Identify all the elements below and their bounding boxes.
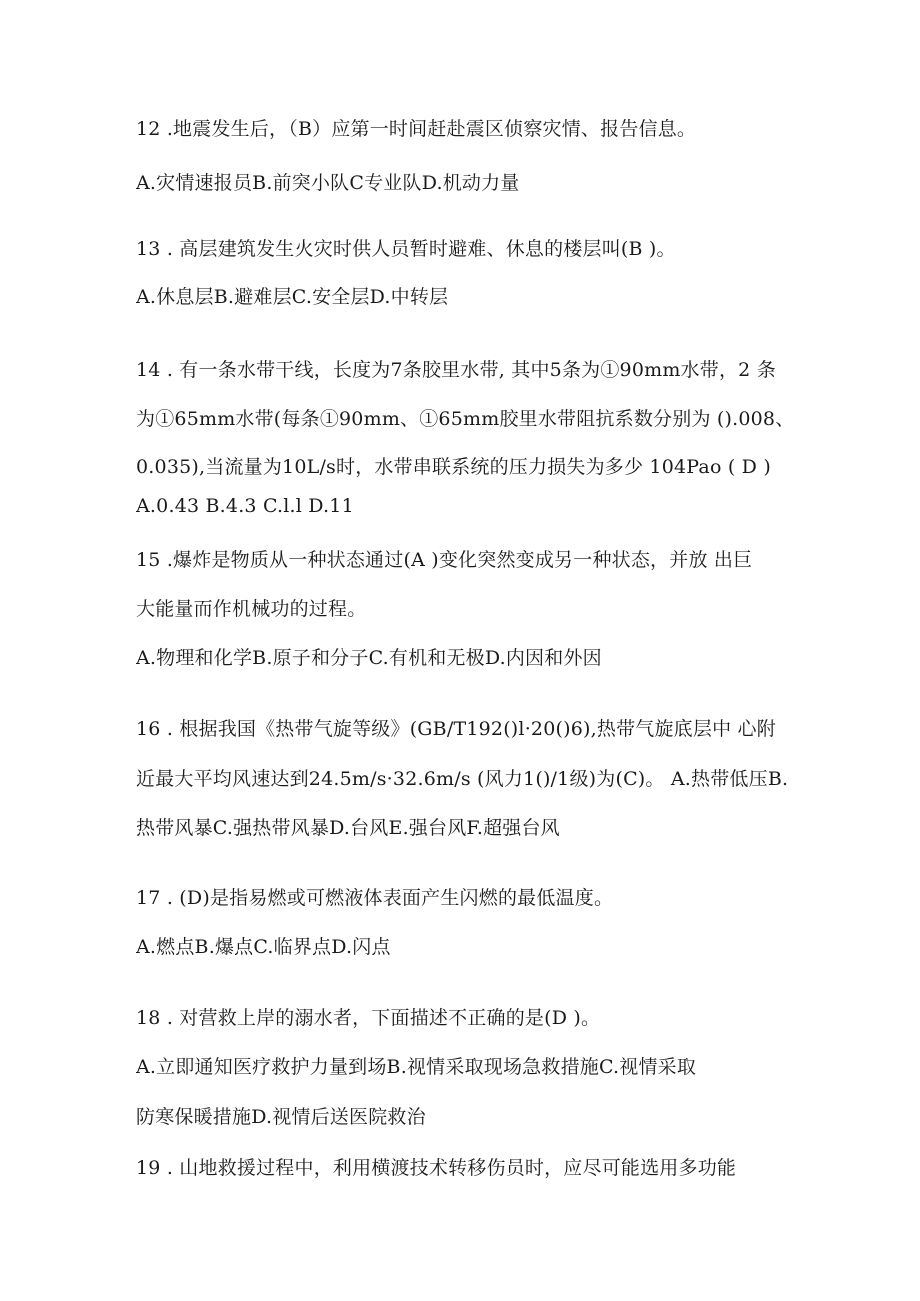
question-12-stem: 12 .地震发生后，（B）应第一时间赶赴震区侦察灾情、报告信息。 bbox=[136, 118, 697, 140]
question-15-stem-line-1: 15 .爆炸是物质从一种状态通过(A )变化突然变成另一种状态，并放 出巨 bbox=[136, 549, 753, 571]
question-16-options: 热带风暴C.强热带风暴D.台风E.强台风F.超强台风 bbox=[136, 817, 560, 839]
question-12-options: A.灾情速报员B.前突小队C专业队D.机动力量 bbox=[136, 172, 520, 194]
question-14-stem-line-3: 0.035),当流量为10L/s时，水带串联系统的压力损失为多少 104Pao ( D ) bbox=[136, 456, 771, 478]
question-16-stem-line-1: 16 . 根据我国《热带气旋等级》(GB/T192()l·20()6),热带气旋底层中 心附 bbox=[136, 718, 776, 740]
question-13-stem: 13 . 高层建筑发生火灾时供人员暂时避难、休息的楼层叫(B )。 bbox=[136, 238, 676, 260]
question-17-stem: 17 . (D)是指易燃或可燃液体表面产生闪燃的最低温度。 bbox=[136, 887, 614, 909]
question-15-stem-line-2: 大能量而作机械功的过程。 bbox=[136, 598, 367, 620]
question-18-stem: 18 . 对营救上岸的溺水者，下面描述不正确的是(D )。 bbox=[136, 1007, 601, 1029]
question-13-options: A.休息层B.避难层C.安全层D.中转层 bbox=[136, 286, 449, 308]
question-14-options: A.0.43 B.4.3 C.l.l D.11 bbox=[136, 495, 354, 517]
question-14-stem-line-1: 14 . 有一条水带干线，长度为7条胶里水带, 其中5条为①90mm水带，2 条 bbox=[136, 359, 776, 381]
question-14-stem-line-2: 为①65mm水带(每条①90mm、①65mm胶里水带阻抗系数分别为 ().008、 bbox=[136, 408, 795, 430]
question-17-options: A.燃点B.爆点C.临界点D.闪点 bbox=[136, 936, 391, 958]
question-18-options-line-1: A.立即通知医疗救护力量到场B.视情采取现场急救措施C.视情采取 bbox=[136, 1056, 697, 1078]
question-18-options-line-2: 防寒保暖措施D.视情后送医院救治 bbox=[136, 1106, 426, 1128]
question-16-stem-line-2: 近最大平均风速达到24.5m/s·32.6m/s (风力1()/1级)为(C)。 A.热带低压B. bbox=[136, 768, 789, 790]
question-19-stem: 19 . 山地救援过程中，利用横渡技术转移伤员时，应尽可能选用多功能 bbox=[136, 1157, 737, 1179]
question-15-options: A.物理和化学B.原子和分子C.有机和无极D.内因和外因 bbox=[136, 647, 602, 669]
